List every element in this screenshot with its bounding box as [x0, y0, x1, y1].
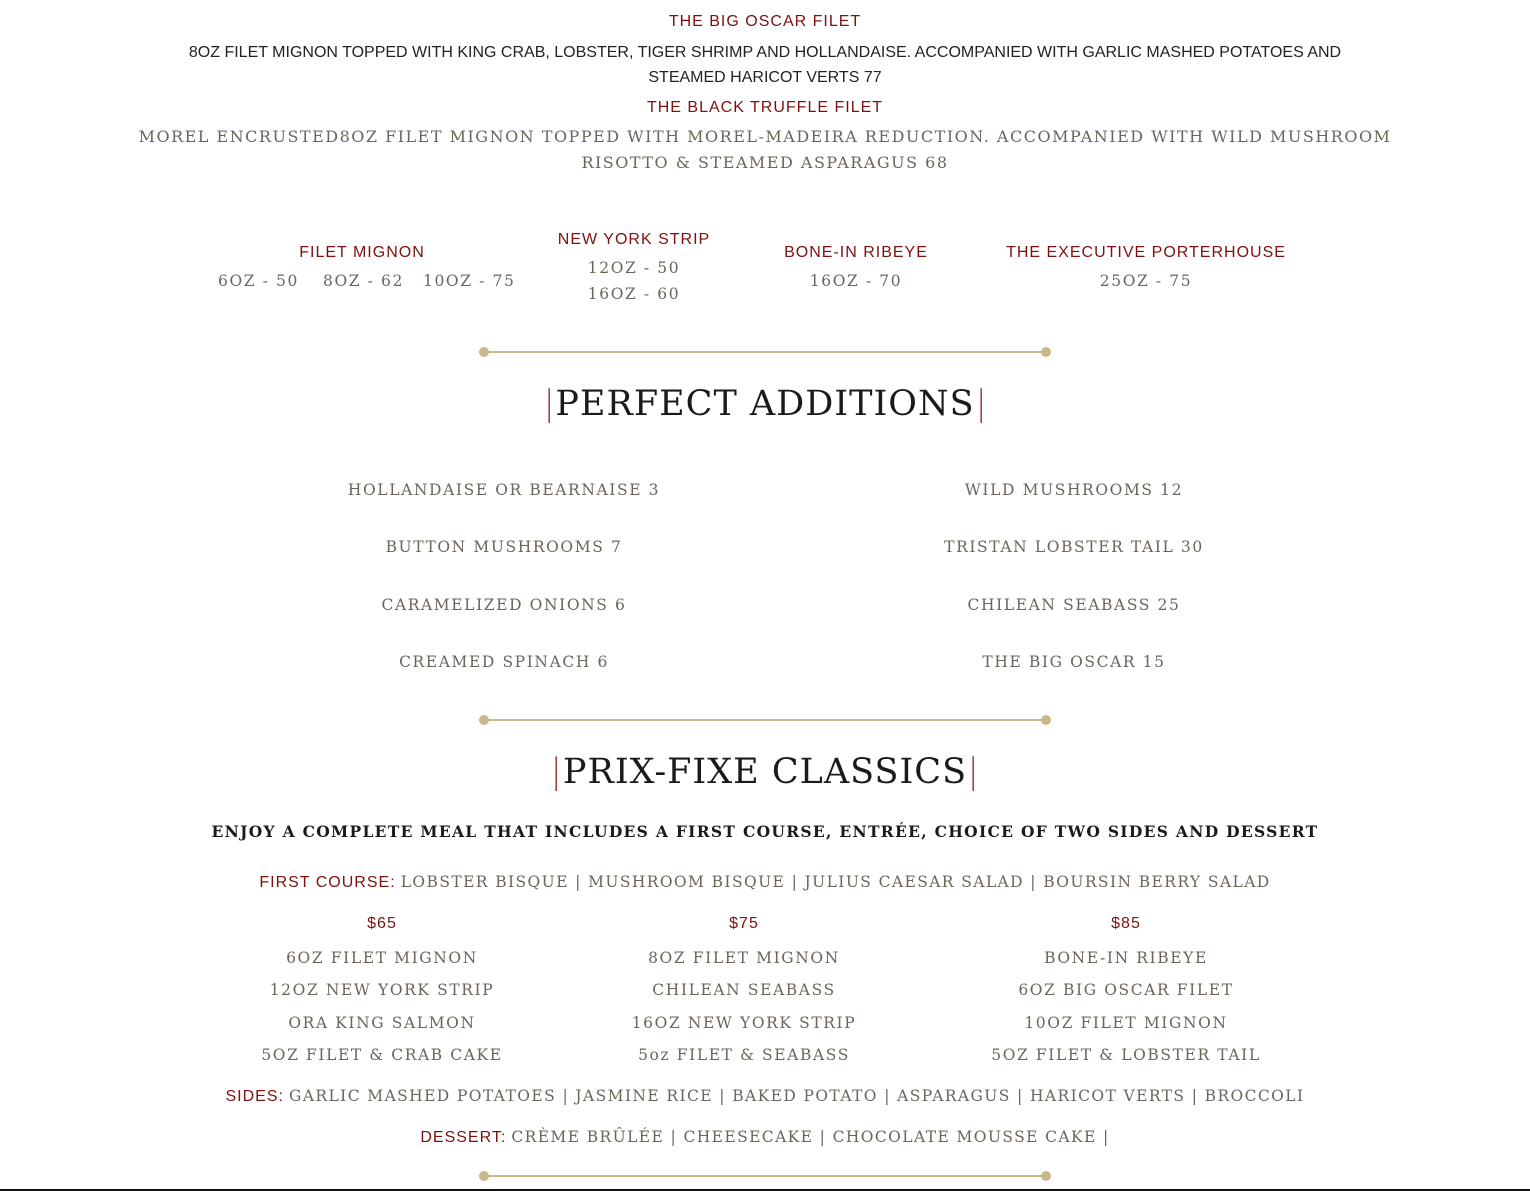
big-oscar-description	[0, 40, 1530, 90]
big-oscar-desc-line2: STEAMED HARICOT VERTS 77	[648, 69, 882, 86]
dessert-label: DESSERT:	[420, 1129, 507, 1146]
cut-strip-size: 12OZ - 50	[587, 259, 681, 277]
additions-title	[0, 384, 1530, 424]
dessert-line	[0, 1127, 1530, 1147]
tier-price: $85	[1111, 915, 1141, 932]
cut-filet-size: 10OZ - 75	[423, 272, 516, 290]
addition-item: TRISTAN LOBSTER TAIL 30	[944, 538, 1204, 556]
cut-filet-size: 8OZ - 62	[323, 272, 404, 290]
first-course-line	[0, 872, 1530, 892]
addition-item: CREAMED SPINACH 6	[399, 653, 609, 671]
black-truffle-title: THE BLACK TRUFFLE FILET	[646, 99, 884, 116]
addition-item: CARAMELIZED ONIONS 6	[381, 596, 627, 614]
tier-item: 16OZ NEW YORK STRIP	[631, 1014, 857, 1032]
cut-porterhouse-size: 25OZ - 75	[1099, 272, 1193, 290]
sides-line	[0, 1086, 1530, 1106]
title-bar-right: |	[978, 384, 984, 424]
cut-ribeye-title: BONE-IN RIBEYE	[784, 244, 928, 261]
cut-porterhouse-title: THE EXECUTIVE PORTERHOUSE	[1006, 244, 1286, 261]
tier-price: $75	[729, 915, 759, 932]
section-divider	[484, 351, 1046, 353]
first-course-label: FIRST COURSE:	[259, 874, 396, 891]
tier-item: BONE-IN RIBEYE	[1044, 949, 1208, 967]
prix-fixe-title-text: PRIX-FIXE CLASSICS	[562, 752, 968, 792]
tier-item: 5OZ FILET & LOBSTER TAIL	[991, 1046, 1261, 1064]
tier-item: 12OZ NEW YORK STRIP	[269, 981, 495, 999]
prix-fixe-lead: ENJOY A COMPLETE MEAL THAT INCLUDES A FIRST COURSE, ENTRÉE, CHOICE OF TWO SIDES AND DESSERT	[211, 822, 1319, 841]
sides-items: GARLIC MASHED POTATOES | JASMINE RICE | BAKED POTATO | ASPARAGUS | HARICOT VERTS | BROCCOLI	[289, 1087, 1305, 1105]
prix-fixe-title	[0, 752, 1530, 792]
tier-price: $65	[367, 915, 397, 932]
addition-item: WILD MUSHROOMS 12	[964, 481, 1184, 499]
cut-filet-size: 6OZ - 50	[218, 272, 299, 290]
tier-item: 6OZ FILET MIGNON	[286, 949, 478, 967]
big-oscar-title: THE BIG OSCAR FILET	[668, 13, 862, 30]
tier-item: 6OZ BIG OSCAR FILET	[1018, 981, 1234, 999]
first-course-items: LOBSTER BISQUE | MUSHROOM BISQUE | JULIUS CAESAR SALAD | BOURSIN BERRY SALAD	[400, 873, 1271, 891]
tier-item: 8OZ FILET MIGNON	[648, 949, 840, 967]
tier-item: 10OZ FILET MIGNON	[1024, 1014, 1228, 1032]
cut-filet-title: FILET MIGNON	[299, 244, 425, 261]
addition-item: CHILEAN SEABASS 25	[967, 596, 1181, 614]
section-divider	[484, 1175, 1046, 1177]
addition-item: THE BIG OSCAR 15	[982, 653, 1166, 671]
dessert-items: CRÈME BRÛLÉE | CHEESECAKE | CHOCOLATE MOUSSE CAKE |	[511, 1128, 1110, 1146]
sides-label: SIDES:	[225, 1088, 284, 1105]
tier-item: CHILEAN SEABASS	[652, 981, 836, 999]
addition-item: BUTTON MUSHROOMS 7	[385, 538, 623, 556]
tier-item: 5OZ FILET & CRAB CAKE	[261, 1046, 503, 1064]
title-bar-left: |	[553, 752, 560, 792]
addition-item: HOLLANDAISE OR BEARNAISE 3	[347, 481, 661, 499]
tier-item: 5oz FILET & SEABASS	[638, 1046, 850, 1064]
tier-item: ORA KING SALMON	[288, 1014, 476, 1032]
section-divider	[484, 719, 1046, 721]
cut-strip-title: NEW YORK STRIP	[557, 231, 711, 248]
black-truffle-description	[0, 124, 1530, 176]
cut-ribeye-size: 16OZ - 70	[809, 272, 903, 290]
additions-title-text: PERFECT ADDITIONS	[555, 384, 975, 424]
black-truffle-desc-line1: MOREL ENCRUSTED8OZ FILET MIGNON TOPPED WITH MOREL-MADEIRA REDUCTION. ACCOMPANIED WITH WILD MUSHROOM	[138, 127, 1392, 146]
black-truffle-desc-line2: RISOTTO & STEAMED ASPARAGUS 68	[581, 153, 949, 172]
big-oscar-desc-line1: 8OZ FILET MIGNON TOPPED WITH KING CRAB, LOBSTER, TIGER SHRIMP AND HOLLANDAISE. ACCOMPANIED WITH GARLIC MASHED POTATOES AND	[188, 44, 1342, 61]
cut-strip-size: 16OZ - 60	[587, 285, 681, 303]
title-bar-right: |	[970, 752, 977, 792]
title-bar-left: |	[546, 384, 552, 424]
